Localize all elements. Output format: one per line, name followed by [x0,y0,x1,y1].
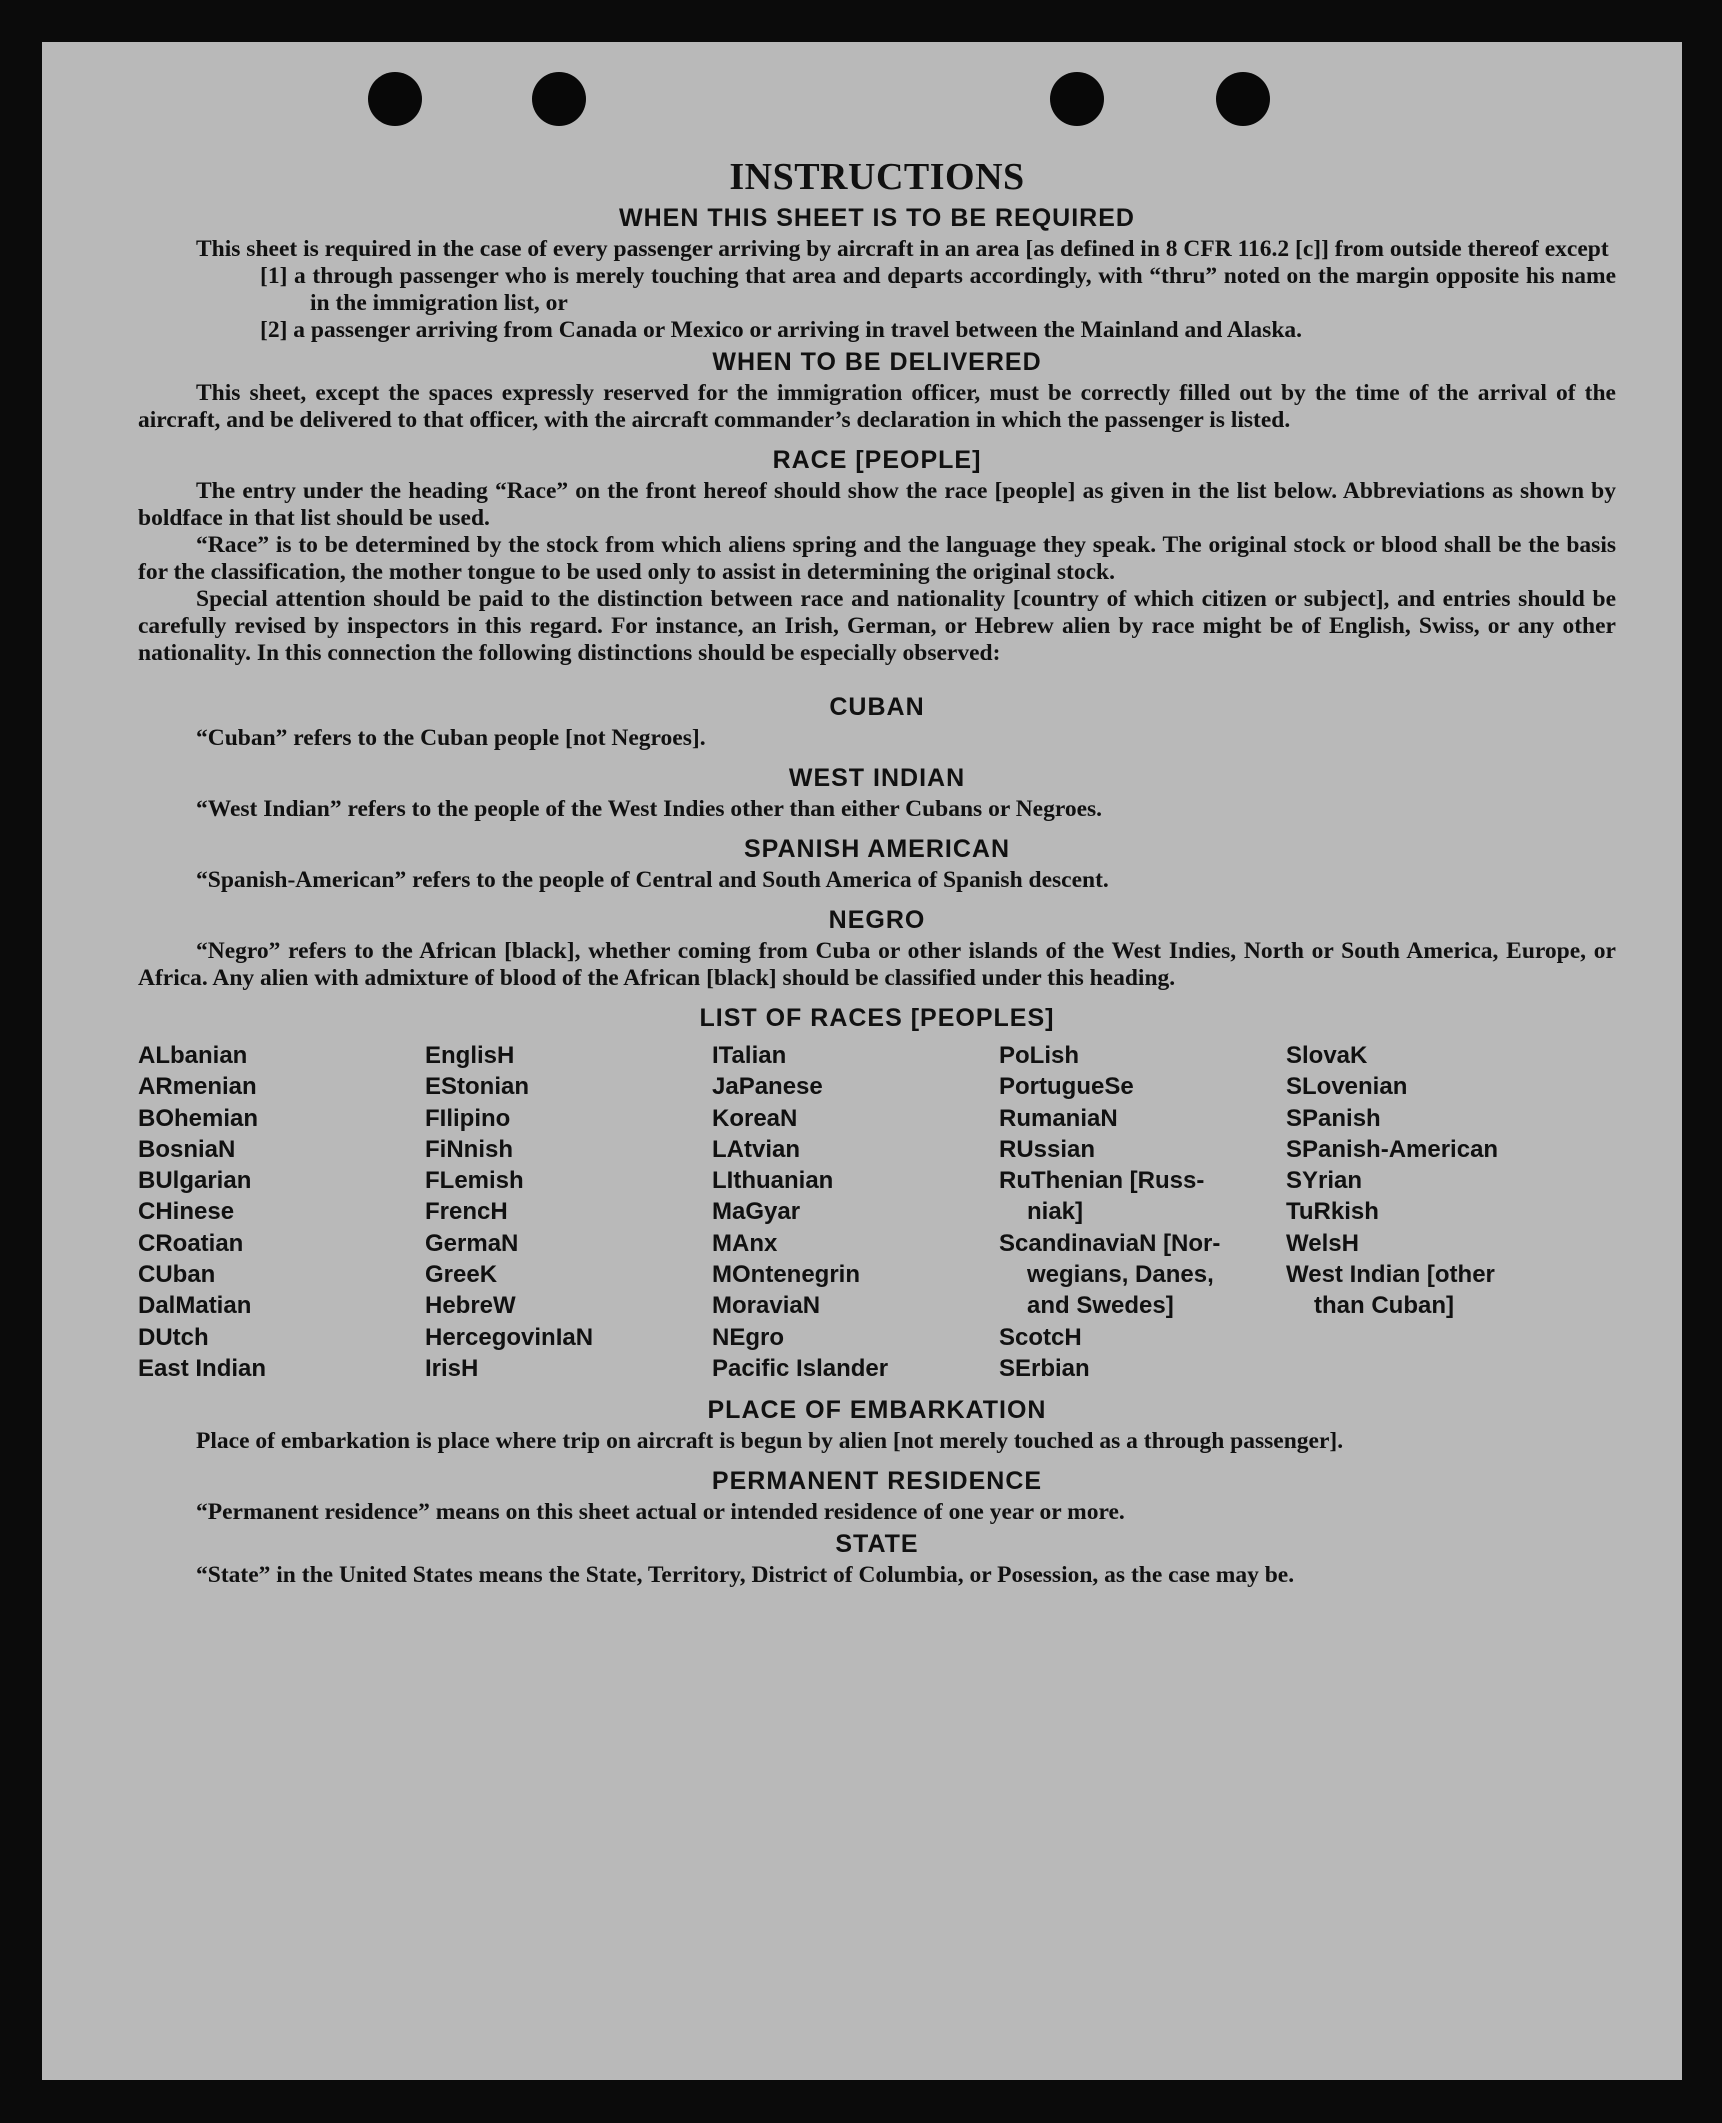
race-item: HebreW [425,1292,516,1320]
race-item: and Swedes] [1027,1292,1174,1320]
race-item: WelsH [1286,1229,1359,1257]
race-item: EStonian [425,1073,530,1101]
race-item: FiNnish [425,1135,513,1163]
race-item: LIthuanian [712,1167,834,1195]
race-paragraph-3: Special attention should be paid to the distinction between race and nationality [country of which citizen or subject], and entries should be carefully revised by inspectors in this regard. For instance, an Irish, German, or Hebrew alien by race might be of English, Swiss, or any other nationality. In this connection the following distinctions should be especially observed: [138,586,1616,666]
race-paragraph-1: The entry under the heading “Race” on the front hereof should show the race [people] as given in the list below. Abbreviations as shown by boldface in that list should be used. [138,478,1616,531]
cuban-text: “Cuban” refers to the Cuban people [not Negroes]. [196,725,706,751]
heading-race: RACE [PEOPLE] [772,446,982,474]
race-item: BOhemian [138,1104,259,1132]
race-item: SlovaK [1286,1042,1368,1069]
race-item: LAtvian [712,1135,801,1163]
document-sheet [42,42,1682,2080]
race-item: RuThenian [Russ- [999,1167,1205,1195]
race-item: RUssian [999,1135,1096,1163]
race-column [425,1040,712,1384]
race-item: ALbanian [138,1042,248,1069]
instructions-body [138,154,1616,1589]
race-column [712,1040,999,1384]
race-item: MAnx [712,1229,778,1257]
negro-text: “Negro” refers to the African [black], whether coming from Cuba or other islands of the West Indies, North or South America, Europe, or Africa. Any alien with admixture of blood of the African [black] should be classified under this heading. [138,938,1616,991]
heading-when-required: WHEN THIS SHEET IS TO BE REQUIRED [619,204,1135,232]
when-delivered-text: This sheet, except the spaces expressly reserved for the immigration officer, must be correctly filled out by the time of the arrival of the aircraft, and be delivered to that officer, with the aircraft commander’s declaration in which the passenger is listed. [138,380,1616,433]
race-item: PoLish [999,1042,1080,1069]
race-column [999,1040,1286,1384]
race-item: KoreaN [712,1104,798,1132]
race-item: JaPanese [712,1073,823,1101]
race-item: DalMatian [138,1292,252,1320]
race-item: Pacific Islander [712,1354,889,1382]
heading-when-delivered: WHEN TO BE DELIVERED [712,348,1042,376]
spanish-american-text: “Spanish-American” refers to the people of Central and South America of Spanish descent. [196,867,1109,893]
punch-hole [368,72,422,126]
page-title: INSTRUCTIONS [729,156,1025,198]
race-column [1286,1040,1573,1384]
race-item: SLovenian [1286,1073,1408,1101]
race-item: FIlipino [425,1104,511,1132]
race-item: SErbian [999,1354,1090,1382]
heading-embarkation: PLACE OF EMBARKATION [707,1396,1047,1425]
heading-permanent-residence: PERMANENT RESIDENCE [711,1467,1043,1496]
race-item: ITalian [712,1042,787,1069]
race-item: NEgro [712,1323,784,1351]
race-item: MOntenegrin [712,1261,860,1289]
race-item: FrencH [425,1198,508,1226]
race-list [138,1040,1616,1384]
race-item: MoraviaN [712,1292,821,1320]
heading-list-of-races: LIST OF RACES [PEOPLES] [699,1004,1055,1032]
race-item: HercegovinIaN [425,1323,594,1351]
race-item: wegians, Danes, [1027,1261,1214,1289]
race-column [138,1040,425,1384]
heading-state: STATE [835,1530,919,1559]
punch-hole [532,72,586,126]
heading-spanish-american: SPANISH AMERICAN [743,835,1010,863]
permanent-residence-text: “Permanent residence” means on this sheet actual or intended residence of one year or more. [196,1499,1125,1526]
race-item: CRoatian [138,1229,244,1257]
state-text: “State” in the United States means the State, Territory, District of Columbia, or Posession, as the case may be. [196,1562,1295,1589]
race-item: niak] [1027,1198,1084,1226]
race-item: SPanish [1286,1104,1381,1132]
race-item: CUban [138,1261,216,1289]
when-required-intro: This sheet is required in the case of every passenger arriving by aircraft in an area [as defined in 8 CFR 116.2 [c]] from outside thereof except [196,236,1609,262]
race-item: FLemish [425,1167,524,1195]
exception-item-1: [1] a through passenger who is merely touching that area and departs accordingly, with “thru” noted on the margin opposite his name in the immigration list, or [260,263,1616,316]
race-item: BUlgarian [138,1167,252,1195]
punch-hole [1216,72,1270,126]
race-item: ARmenian [138,1073,257,1101]
race-item: DUtch [138,1323,209,1351]
race-item: EnglisH [425,1042,515,1069]
embarkation-text: Place of embarkation is place where trip on aircraft is begun by alien [not merely touched as a through passenger]. [196,1428,1344,1455]
race-item: West Indian [other [1286,1261,1495,1289]
race-item: TuRkish [1286,1198,1379,1226]
race-item: BosniaN [138,1135,236,1163]
race-item: GermaN [425,1229,519,1257]
race-item: GreeK [425,1261,498,1289]
race-item: SPanish-American [1286,1135,1499,1163]
race-item: ScandinaviaN [Nor- [999,1229,1221,1257]
race-item: PortugueSe [999,1073,1134,1101]
exception-item-2: [2] a passenger arriving from Canada or Mexico or arriving in travel between the Mainland and Alaska. [260,317,1303,343]
race-item: than Cuban] [1314,1292,1454,1320]
punch-hole [1050,72,1104,126]
race-item: East Indian [138,1354,267,1382]
west-indian-text: “West Indian” refers to the people of the West Indies other than either Cubans or Negroes. [196,796,1103,822]
race-item: IrisH [425,1354,479,1382]
race-item: SYrian [1286,1167,1363,1195]
race-item: MaGyar [712,1198,801,1226]
heading-negro: NEGRO [828,906,926,934]
heading-west-indian: WEST INDIAN [788,764,966,792]
race-item: CHinese [138,1198,235,1226]
race-paragraph-2: “Race” is to be determined by the stock from which aliens spring and the language they speak. The original stock or blood shall be the basis for the classification, the mother tongue to be used only to assist in determining the original stock. [138,532,1616,585]
race-item: ScotcH [999,1323,1082,1351]
race-item: RumaniaN [999,1104,1118,1132]
heading-cuban: CUBAN [829,693,925,721]
